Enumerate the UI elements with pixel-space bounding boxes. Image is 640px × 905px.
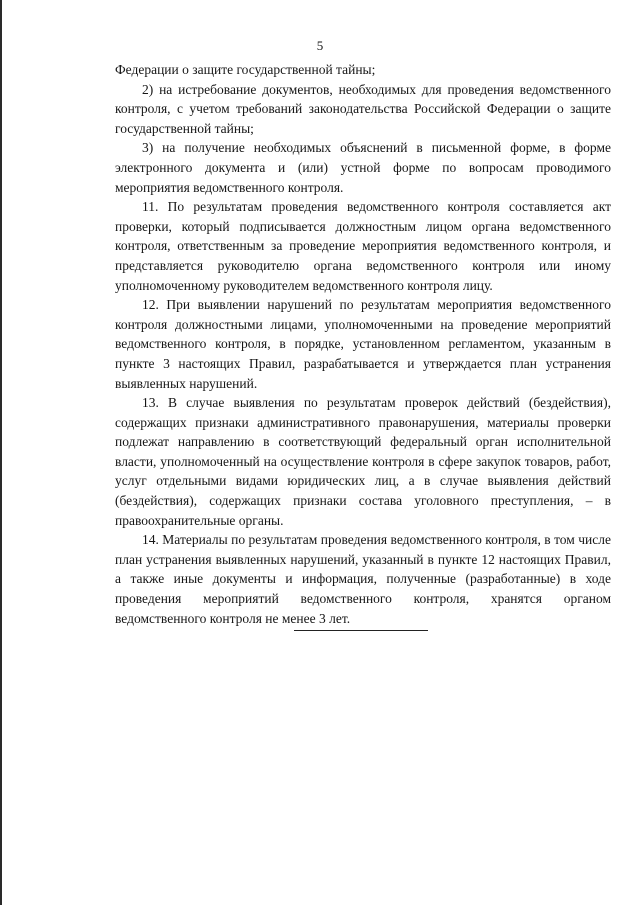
- document-body: [115, 60, 611, 628]
- paragraph-13: 13. В случае выявления по результатам проверок действий (бездействия), содержащих признаки административного правонарушения, материалы проверки подлежат направлению в соответствующий федеральный орган исполнительной власти, уполномоченный на осуществление контроля в сфере закупок товаров, работ, услуг отдельными видами юридических лиц, а в случае выявления действий (бездействия), содержащих признаки состава уголовного преступления, – в правоохранительные органы.: [115, 395, 611, 528]
- page-left-edge: [0, 0, 2, 905]
- paragraph-11: 11. По результатам проведения ведомственного контроля составляется акт проверки, который подписывается должностным лицом органа ведомственного контроля, ответственным за проведение мероприятия ведомственного контроля, и представляется руководителю органа ведомственного контроля или иному уполномоченному руководителем ведомственного контроля лицу.: [115, 199, 611, 293]
- paragraph-14: 14. Материалы по результатам проведения ведомственного контроля, в том числе план устранения выявленных нарушений, указанный в пункте 12 настоящих Правил, а также иные документы и информация, полученные (разработанные) в ходе проведения мероприятий ведомственного контроля, хранятся органом ведомственного контроля не менее 3 лет.: [115, 532, 611, 626]
- closing-rule-line: [294, 630, 428, 631]
- paragraph-12: 12. При выявлении нарушений по результатам мероприятия ведомственного контроля должностными лицами, уполномоченными на проведение мероприятий ведомственного контроля, в порядке, установленном регламентом, указанным в пункте 3 настоящих Правил, разрабатывается и утверждается план устранения выявленных нарушений.: [115, 297, 611, 391]
- page-number: 5: [316, 38, 324, 53]
- paragraph-item-2: 2) на истребование документов, необходимых для проведения ведомственного контроля, с учетом требований законодательства Российской Федерации о защите государственной тайны;: [115, 81, 611, 136]
- paragraph-continuation: Федерации о защите государственной тайны;: [115, 62, 376, 77]
- paragraph-item-3: 3) на получение необходимых объяснений в письменной форме, в форме электронного документа и (или) устной форме по вопросам проводимого мероприятия ведомственного контроля.: [115, 140, 611, 195]
